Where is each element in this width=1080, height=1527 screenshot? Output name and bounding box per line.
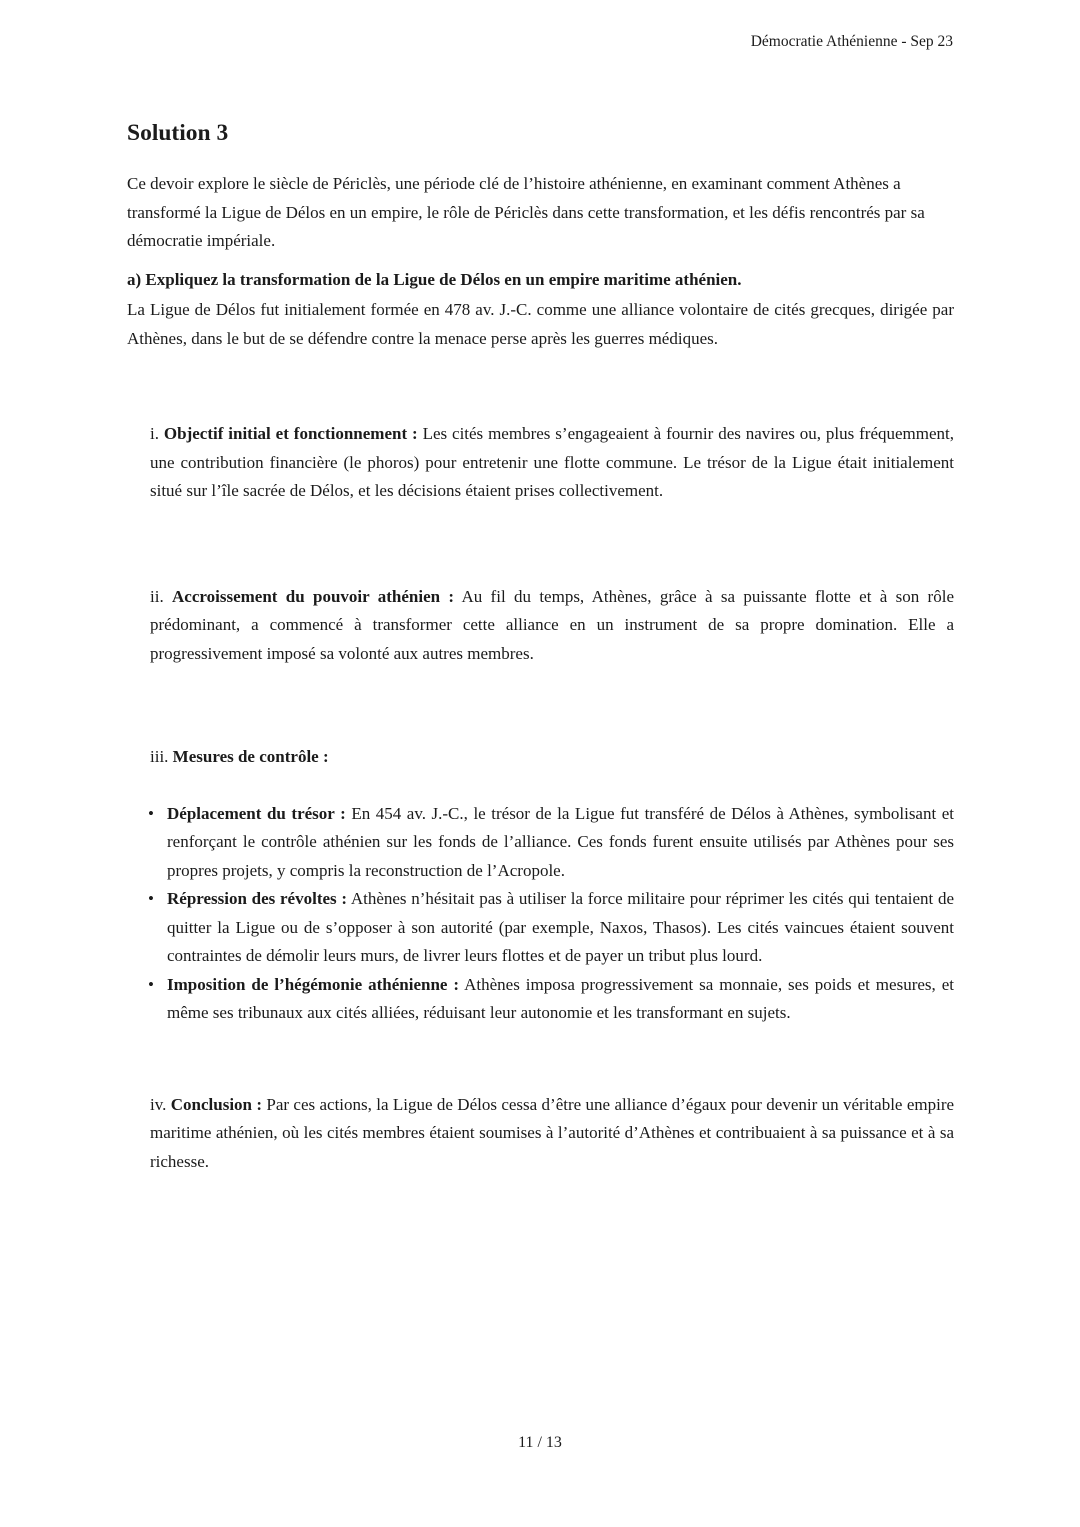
- bullet-body: [167, 971, 954, 1028]
- bullet-marker: •: [148, 889, 154, 908]
- bullet-1-title: Déplacement du trésor :: [167, 803, 346, 823]
- item-ii: [150, 583, 954, 669]
- item-ii-numeral: ii.: [150, 586, 164, 606]
- item-i-numeral: i.: [150, 424, 159, 443]
- section-a-heading: a) Expliquez la transformation de la Ligue de Délos en un empire maritime athénien.: [127, 269, 742, 289]
- section-a-body: La Ligue de Délos fut initialement formée en 478 av. J.-C. comme une alliance volontaire de cités grecques, dirigée par Athènes, dans le but de se défendre contre la menace perse après les guerres médiques.: [127, 300, 954, 348]
- item-ii-text: Au fil du temps, Athènes, grâce à sa puissante flotte et à son rôle prédominant, a commencé à transformer cette alliance en un instrument de sa propre domination. Elle a progressivement imposé sa volonté aux autres membres.: [150, 586, 954, 663]
- bullet-marker: •: [148, 974, 154, 994]
- item-iii-numeral: iii.: [150, 747, 169, 766]
- bullet-list: [148, 800, 954, 1028]
- item-i-text: Les cités membres s’engageaient à fournir des navires ou, plus fréquemment, une contribution financière (le phoros) pour entretenir une flotte commune. Le trésor de la Ligue était initialement situé sur l’île sacrée de Délos, et les décisions étaient prises collectivement.: [150, 424, 955, 500]
- solution-title: Solution 3: [127, 120, 229, 146]
- intro-paragraph: Ce devoir explore le siècle de Périclès, une période clé de l’histoire athénienne, en examinant comment Athènes a transformé la Ligue de Délos en un empire, le rôle de Périclès dans cette transformation, et les défis rencontrés par sa démocratie impériale.: [127, 174, 925, 250]
- item-iv-text: Par ces actions, la Ligue de Délos cessa d’être une alliance d’égaux pour devenir un véritable empire maritime athénien, où les cités membres étaient soumises à l’autorité d’Athènes et contribuaient à sa puissance et à sa richesse.: [150, 1094, 955, 1171]
- item-iii: [150, 743, 954, 772]
- bullet-2-text: Athènes n’hésitait pas à utiliser la force militaire pour réprimer les cités qui tentaient de quitter la Ligue ou de s’opposer à son autorité (par exemple, Naxos, Thasos). Les cités vaincues étaient souvent contraintes de démolir leurs murs, de livrer leurs flottes et de payer un tribut plus lourd.: [167, 889, 954, 965]
- document-content: [127, 0, 954, 1176]
- bullet-item: [148, 971, 954, 1028]
- item-i-title: Objectif initial et fonctionnement :: [163, 424, 418, 443]
- header-title: Démocratie Athénienne - Sep 23: [750, 33, 953, 50]
- item-iv-numeral: iv.: [150, 1094, 167, 1114]
- bullet-item: [148, 800, 954, 886]
- bullet-marker: •: [148, 803, 154, 823]
- bullet-3-title: Imposition de l’hégémonie athénienne :: [167, 974, 460, 994]
- bullet-body: [167, 885, 954, 971]
- item-iv-title: Conclusion :: [170, 1094, 263, 1114]
- item-ii-title: Accroissement du pouvoir athénien :: [172, 586, 455, 606]
- bullet-2-title: Répression des révoltes :: [167, 889, 348, 908]
- page-number: 11 / 13: [518, 1434, 562, 1451]
- item-iii-title: Mesures de contrôle :: [172, 747, 329, 766]
- item-iv: [150, 1091, 954, 1177]
- bullet-item: [148, 885, 954, 971]
- bullet-1-text: En 454 av. J.-C., le trésor de la Ligue fut transféré de Délos à Athènes, symbolisant et renforçant le contrôle athénien sur les fonds de l’alliance. Ces fonds furent ensuite utilisés par Athènes pour ses propres projets, y compris la reconstruction de l’Acropole.: [167, 803, 955, 880]
- bullet-body: [167, 800, 954, 886]
- bullet-3-text: Athènes imposa progressivement sa monnaie, ses poids et mesures, et même ses tribunaux aux cités alliées, réduisant leur autonomie et les transformant en sujets.: [167, 974, 954, 1022]
- page-footer: [0, 1432, 1080, 1454]
- item-i: [150, 420, 954, 506]
